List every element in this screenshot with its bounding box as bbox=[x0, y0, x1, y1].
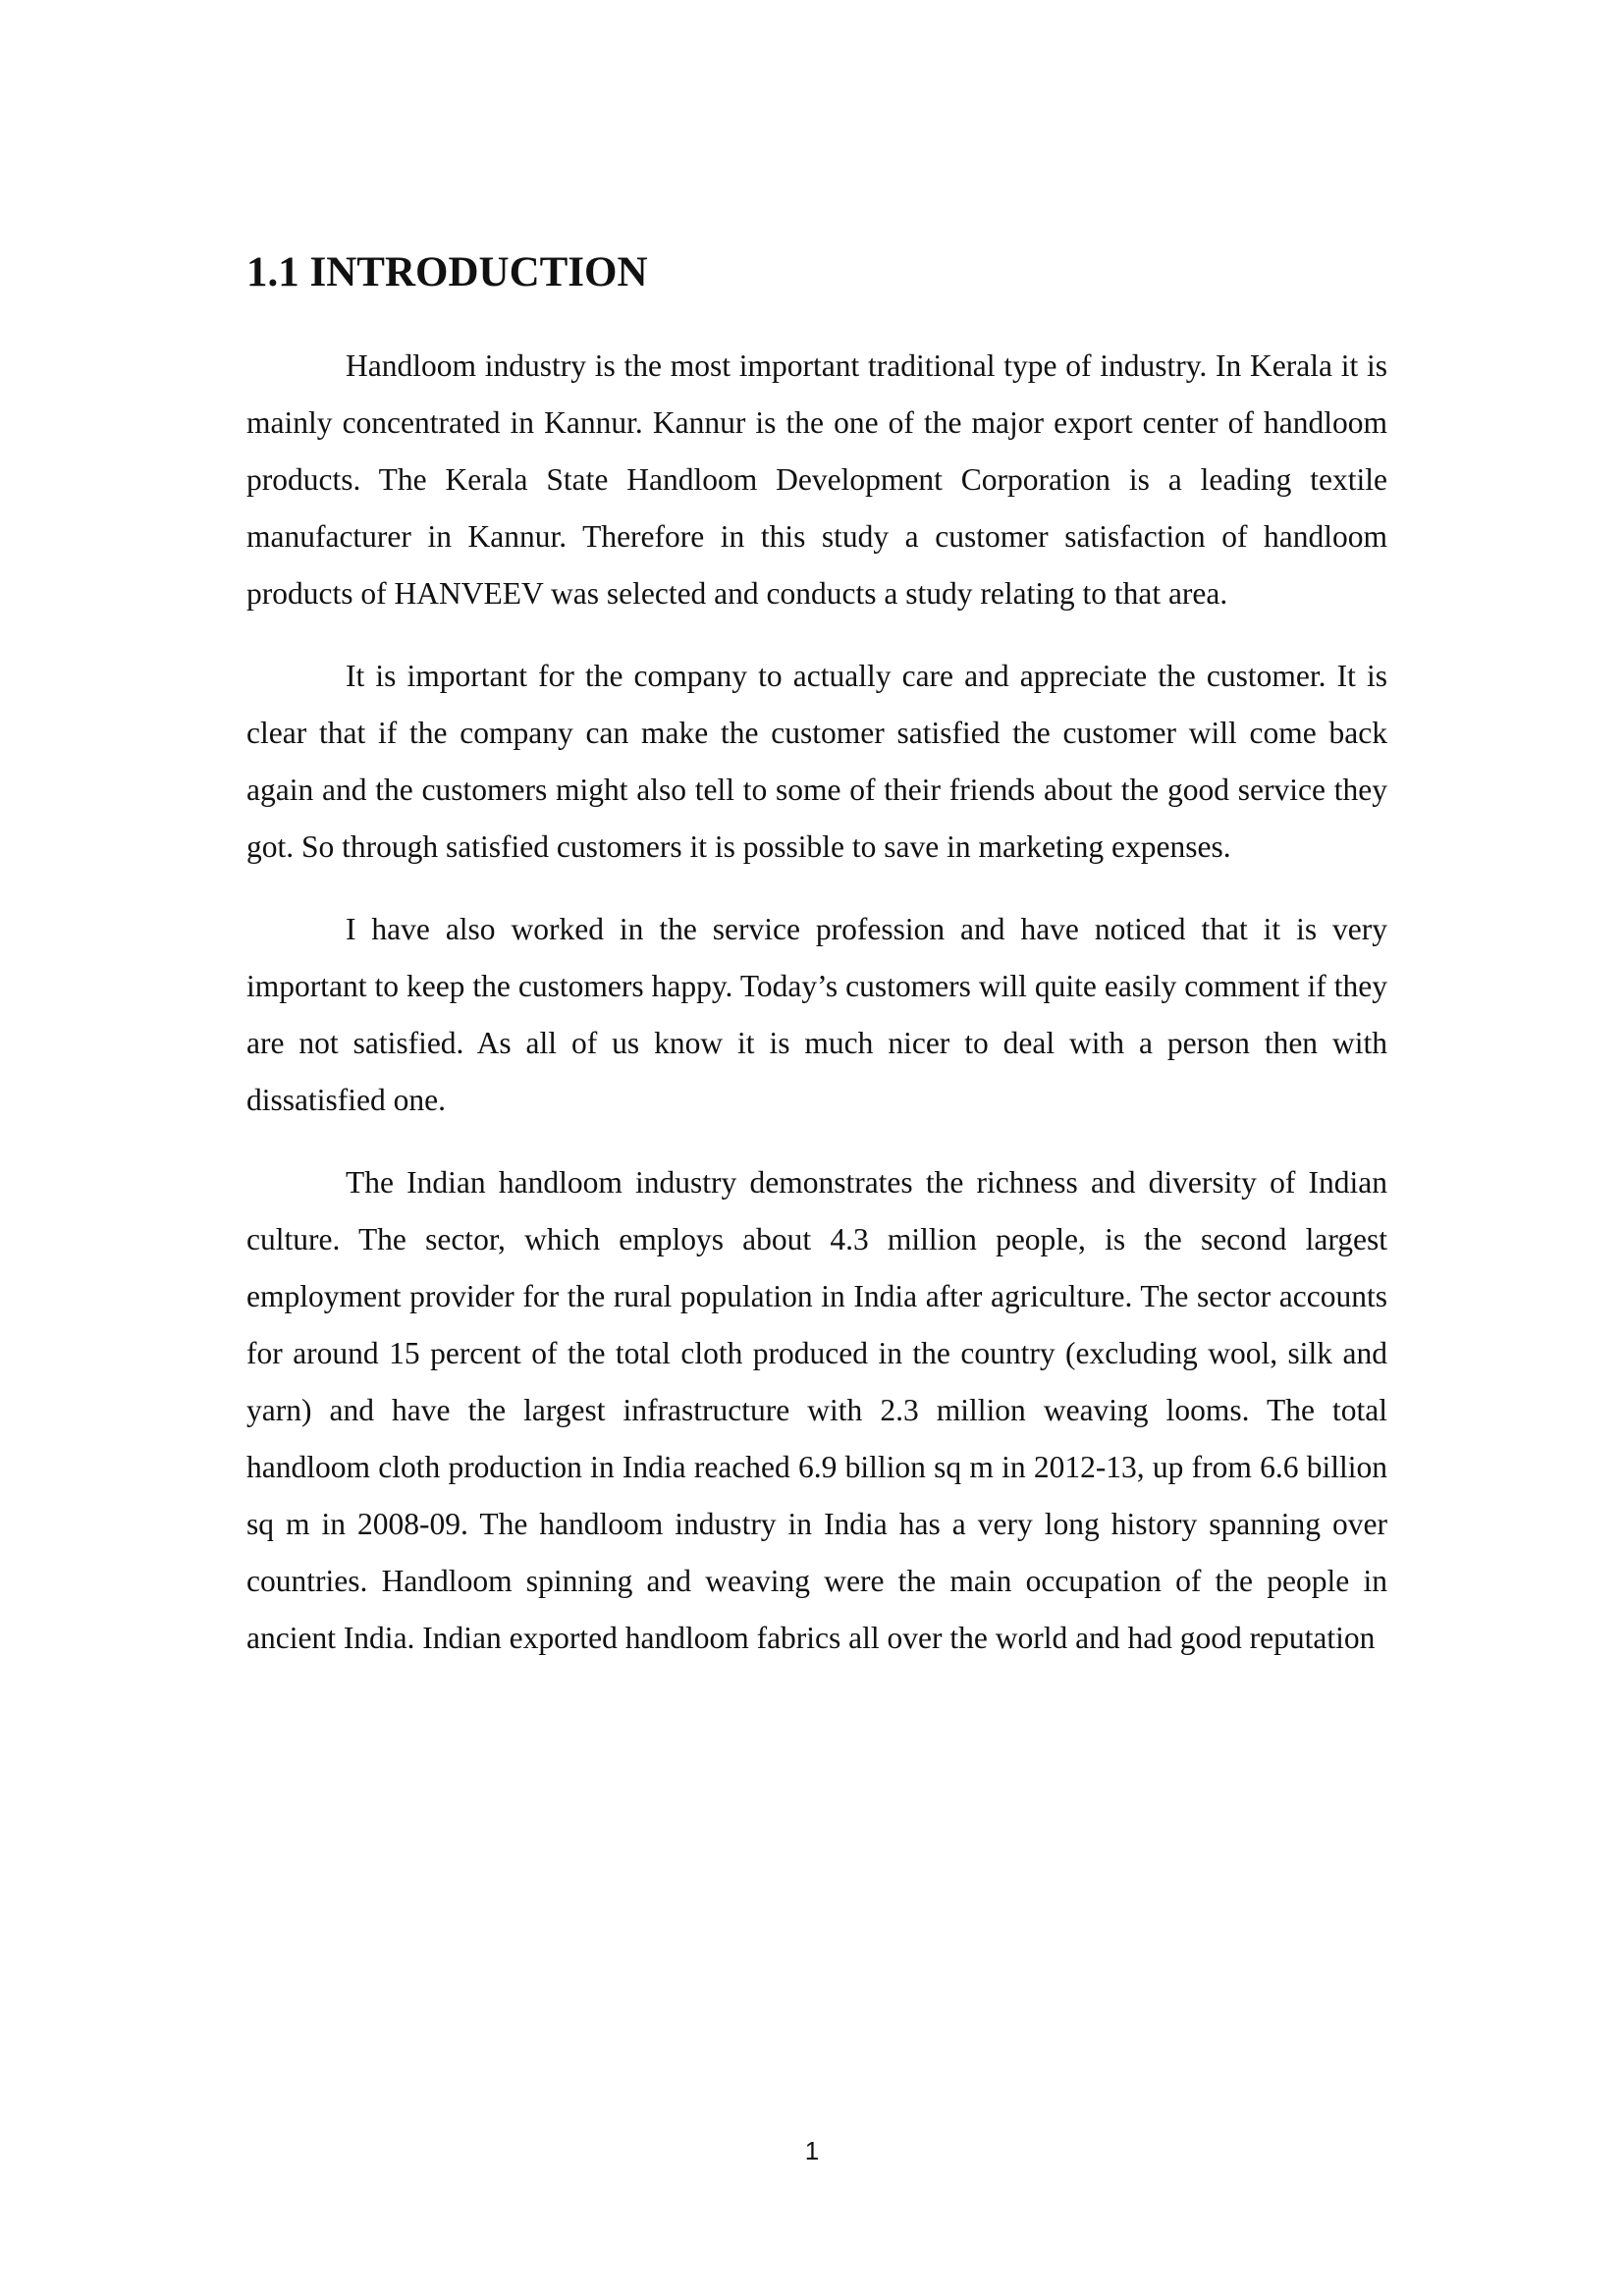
paragraph-3: I have also worked in the service profession and have noticed that it is very important to keep the customers happy. Today’s customers will quite easily comment if they are not satisfied. As all of us know it is much nicer to deal with a person then with dissatisfied one. bbox=[246, 912, 1387, 1117]
paragraph-4: The Indian handloom industry demonstrates the richness and diversity of Indian culture. The sector, which employs about 4.3 million people, is the second largest employment provider for the rural population in India after agriculture. The sector accounts for around 15 percent of the total cloth produced in the country (excluding wool, silk and yarn) and have the largest infrastructure with 2.3 million weaving looms. The total handloom cloth production in India reached 6.9 billion sq m in 2012-13, up from 6.6 billion sq m in 2008-09. The handloom industry in India has a very long history spanning over countries. Handloom spinning and weaving were the main occupation of the people in ancient India. Indian exported handloom fabrics all over the world and had good reputation bbox=[246, 1165, 1387, 1655]
page-body bbox=[246, 245, 1387, 1692]
page-number: 1 bbox=[804, 2136, 820, 2165]
paragraph-2: It is important for the company to actually care and appreciate the customer. It is clear that if the company can make the customer satisfied the customer will come back again and the customers might also tell to some of their friends about the good service they got. So through satisfied customers it is possible to save in marketing expenses. bbox=[246, 659, 1387, 864]
paragraph-1: Handloom industry is the most important traditional type of industry. In Kerala it is mainly concentrated in Kannur. Kannur is the one of the major export center of handloom products. The Kerala State Handloom Development Corporation is a leading textile manufacturer in Kannur. Therefore in this study a customer satisfaction of handloom products of HANVEEV was selected and conducts a study relating to that area. bbox=[246, 348, 1387, 611]
section-heading: 1.1 INTRODUCTION bbox=[246, 249, 648, 295]
